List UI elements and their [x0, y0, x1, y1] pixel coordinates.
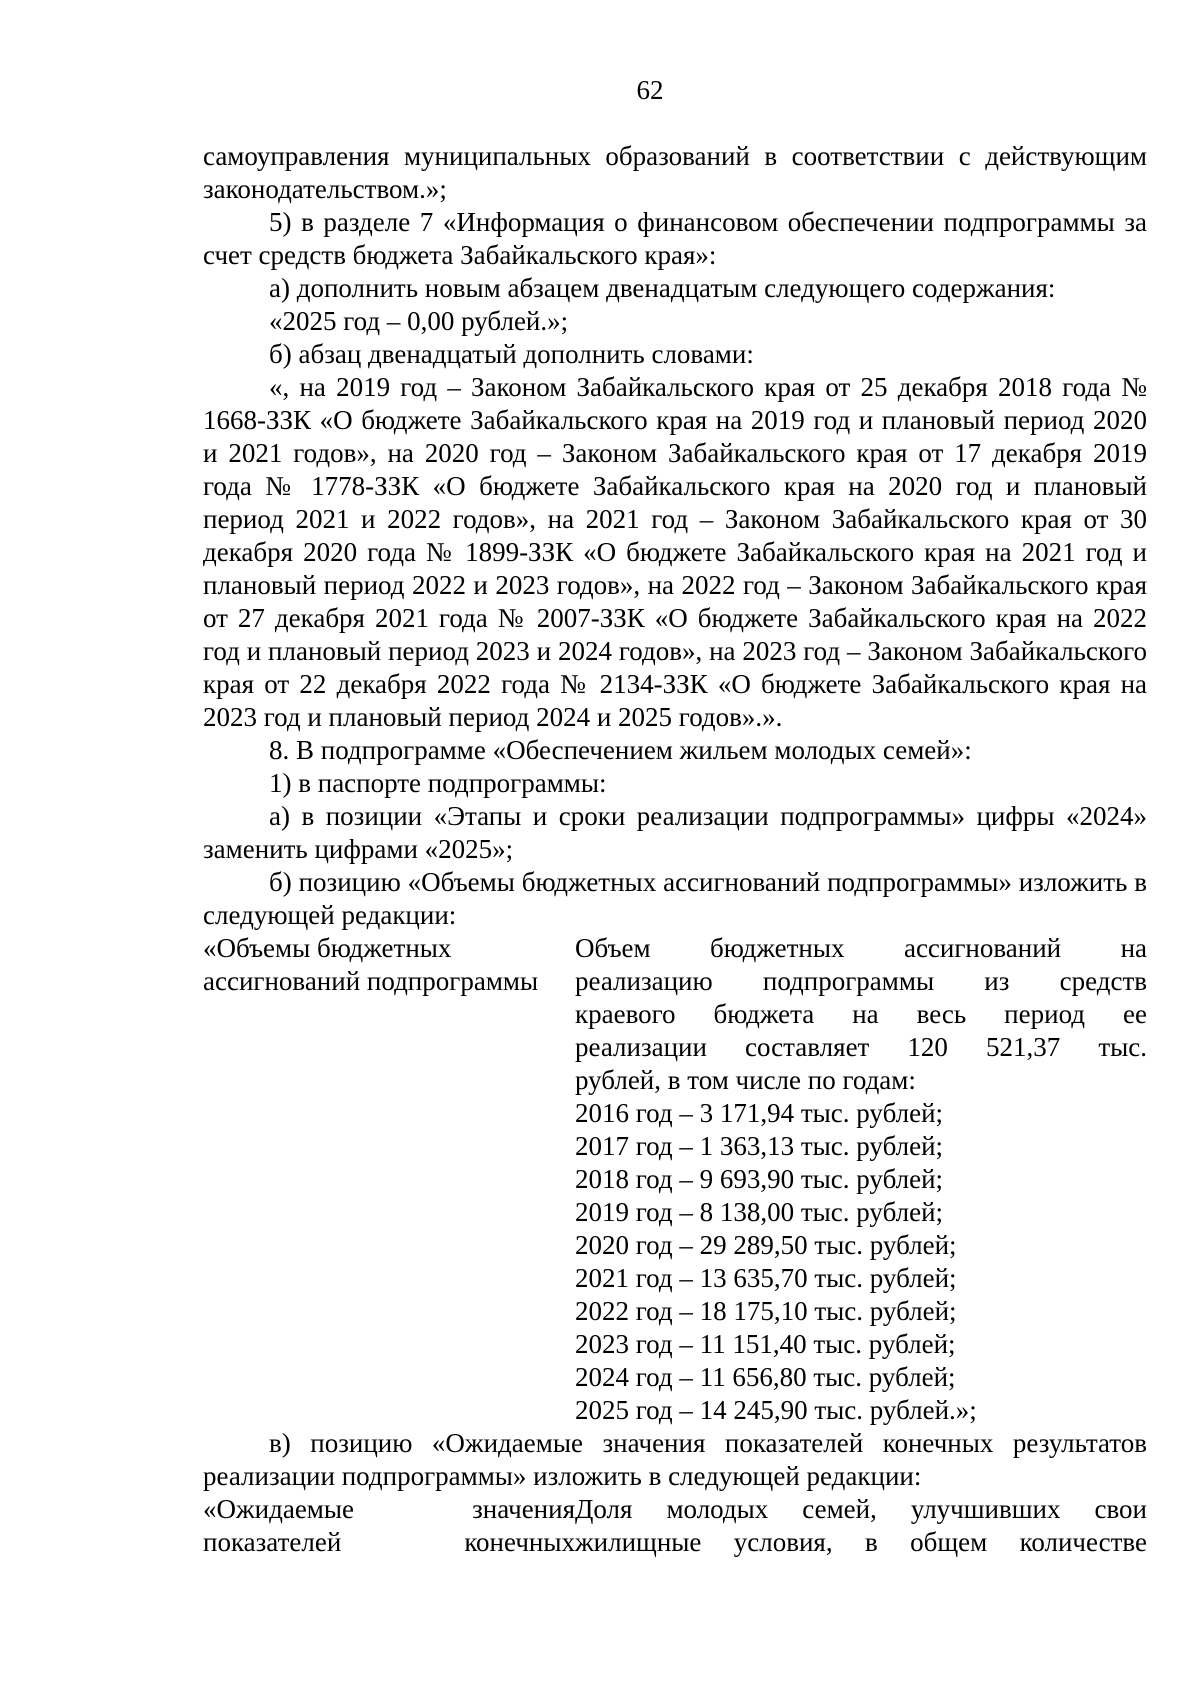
- table-right-line: Доля молодых семей, улучшивших свои: [575, 1494, 1147, 1524]
- year-amount-line: 2024 год – 11 656,80 тыс. рублей;: [575, 1362, 956, 1392]
- year-amount-line: 2017 год – 1 363,13 тыс. рублей;: [575, 1131, 944, 1161]
- paragraph: а) дополнить новым абзацем двенадцатым следующего содержания:: [269, 273, 1056, 303]
- passport-table-funding: [203, 932, 1147, 1427]
- table-left-line: ассигнований подпрограммы: [203, 966, 539, 996]
- paragraph: 1) в паспорте подпрограммы:: [269, 768, 607, 798]
- table-left-line: показателей конечных: [203, 1527, 575, 1557]
- table-right-cell: [575, 1493, 1147, 1559]
- document-body: [203, 140, 1147, 1559]
- paragraph: в) позицию «Ожидаемые значения показателей конечных результатов реализации подпрограммы» изложить в следующей редакции:: [203, 1428, 1147, 1491]
- paragraph: 8. В подпрограмме «Обеспечением жильем молодых семей»:: [269, 735, 972, 765]
- paragraph: б) позицию «Объемы бюджетных ассигнований подпрограммы» изложить в следующей редакции:: [203, 867, 1147, 930]
- table-left-cell: [203, 1493, 575, 1559]
- year-amount-line: 2023 год – 11 151,40 тыс. рублей;: [575, 1329, 956, 1359]
- passport-table-indicators: [203, 1493, 1147, 1559]
- table-left-line: «Ожидаемые значения: [203, 1494, 575, 1524]
- table-right-line: реализации составляет 120 521,37 тыс.: [575, 1032, 1147, 1062]
- year-amount-line: 2025 год – 14 245,90 тыс. рублей.»;: [575, 1395, 977, 1425]
- table-right-cell: [575, 932, 1147, 1427]
- paragraph: «, на 2019 год – Законом Забайкальского края от 25 декабря 2018 года № 1668-ЗЗК «О бюджете Забайкальского края на 2019 год и плановый период 2020 и 2021 годов», на 2020 год – Законом Забайкальского края от 17 декабря 2019 года № 1778-ЗЗК «О бюджете Забайкальского края на 2020 год и плановый период 2021 и 2022 годов», на 2021 год – Законом Забайкальского края от 30 декабря 2020 года № 1899-ЗЗК «О бюджете Забайкальского края на 2021 год и плановый период 2022 и 2023 годов», на 2022 год – Законом Забайкальского края от 27 декабря 2021 года № 2007-ЗЗК «О бюджете Забайкальского края на 2022 год и плановый период 2023 и 2024 годов», на 2023 год – Законом Забайкальского края от 22 декабря 2022 года № 2134-ЗЗК «О бюджете Забайкальского края на 2023 год и плановый период 2024 и 2025 годов».».: [203, 372, 1147, 732]
- table-left-cell: [203, 932, 575, 1427]
- table-left-line: «Объемы бюджетных: [203, 933, 452, 963]
- paragraph: б) абзац двенадцатый дополнить словами:: [269, 339, 754, 369]
- year-amount-line: 2021 год – 13 635,70 тыс. рублей;: [575, 1263, 957, 1293]
- page-number: 62: [636, 75, 664, 105]
- paragraph: а) в позиции «Этапы и сроки реализации подпрограммы» цифры «2024» заменить цифрами «2025»;: [203, 801, 1147, 864]
- table-right-line: реализацию подпрограммы из средств: [575, 966, 1147, 996]
- year-amount-line: 2020 год – 29 289,50 тыс. рублей;: [575, 1230, 957, 1260]
- paragraph: самоуправления муниципальных образований в соответствии с действующим законодательством.»;: [203, 141, 1147, 204]
- year-amount-line: 2022 год – 18 175,10 тыс. рублей;: [575, 1296, 957, 1326]
- table-right-line: Объем бюджетных ассигнований на: [575, 933, 1147, 963]
- year-amount-line: 2019 год – 8 138,00 тыс. рублей;: [575, 1197, 944, 1227]
- table-right-line: жилищные условия, в общем количестве: [575, 1527, 1147, 1557]
- table-right-line: краевого бюджета на весь период ее: [575, 999, 1147, 1029]
- table-right-line: рублей, в том числе по годам:: [575, 1065, 916, 1095]
- paragraph: «2025 год – 0,00 рублей.»;: [269, 306, 569, 336]
- paragraph: 5) в разделе 7 «Информация о финансовом обеспечении подпрограммы за счет средств бюджета Забайкальского края»:: [203, 207, 1147, 270]
- year-amount-line: 2018 год – 9 693,90 тыс. рублей;: [575, 1164, 944, 1194]
- year-amount-line: 2016 год – 3 171,94 тыс. рублей;: [575, 1098, 944, 1128]
